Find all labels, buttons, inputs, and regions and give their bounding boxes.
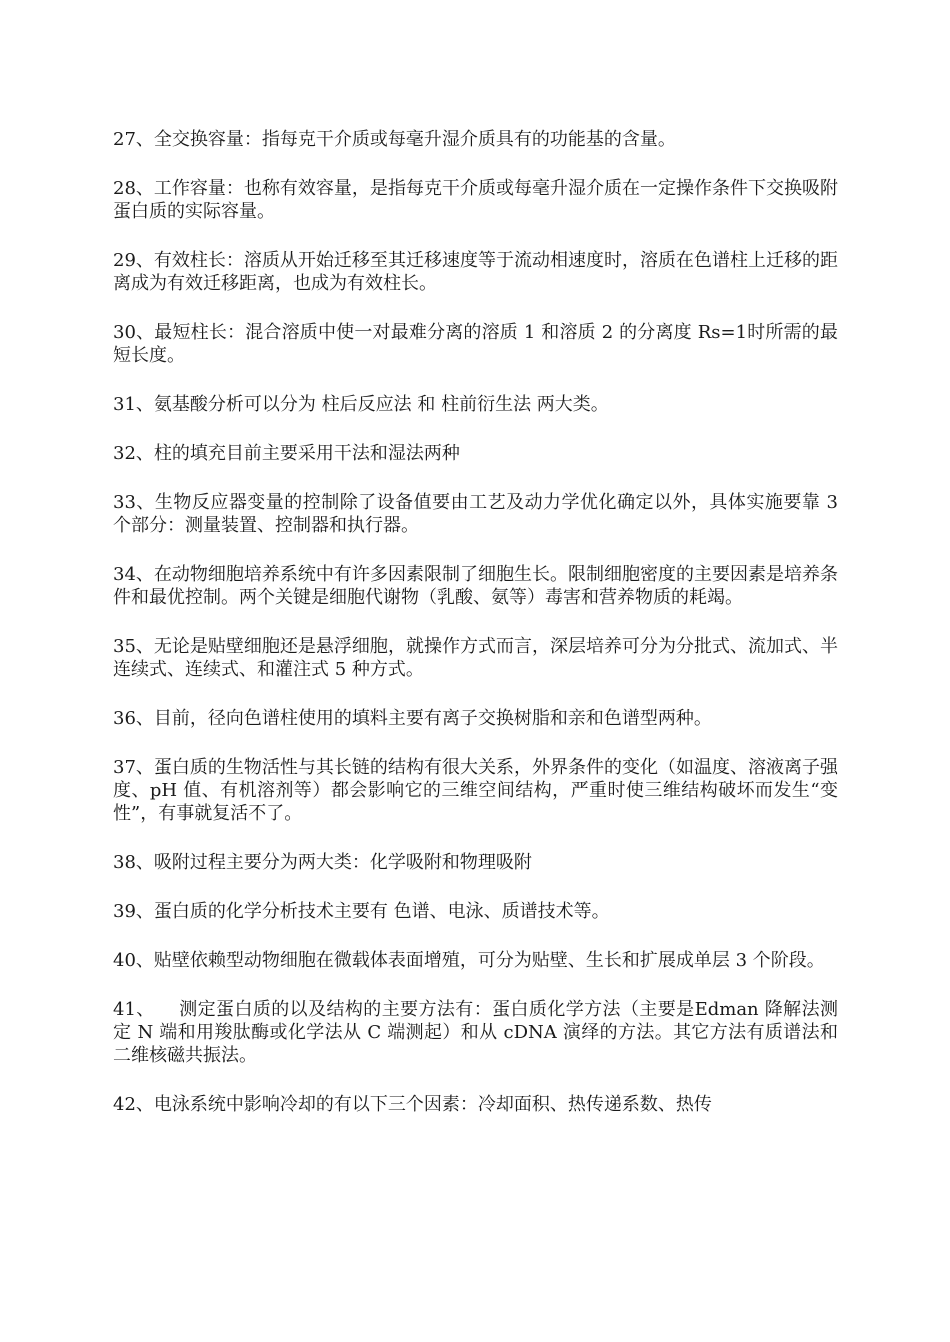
list-item: 34、在动物细胞培养系统中有许多因素限制了细胞生长。限制细胞密度的主要因素是培养条件和最优控制。两个关键是细胞代谢物（乳酸、氨等）毒害和营养物质的耗竭。 [113, 564, 838, 608]
list-item: 27、全交换容量：指每克干介质或每毫升湿介质具有的功能基的含量。 [113, 129, 676, 150]
list-item: 31、氨基酸分析可以分为 柱后反应法 和 柱前衍生法 两大类。 [113, 394, 609, 415]
list-item: 36、目前，径向色谱柱使用的填料主要有离子交换树脂和亲和色谱型两种。 [113, 708, 712, 729]
list-item: 28、工作容量：也称有效容量，是指每克干介质或每毫升湿介质在一定操作条件下交换吸附蛋白质的实际容量。 [113, 178, 838, 222]
list-item: 37、蛋白质的生物活性与其长链的结构有很大关系，外界条件的变化（如温度、溶液离子强度、pH 值、有机溶剂等）都会影响它的三维空间结构，严重时使三维结构破坏而发生“变性”，有事就复活不了。 [113, 757, 838, 824]
list-item: 29、有效柱长：溶质从开始迁移至其迁移速度等于流动相速度时，溶质在色谱柱上迁移的距离成为有效迁移距离，也成为有效柱长。 [113, 250, 838, 294]
list-item: 32、柱的填充目前主要采用干法和湿法两种 [113, 443, 460, 464]
list-item: 38、吸附过程主要分为两大类：化学吸附和物理吸附 [113, 852, 532, 873]
list-item: 30、最短柱长：混合溶质中使一对最难分离的溶质 1 和溶质 2 的分离度 Rs=1时所需的最短长度。 [113, 322, 838, 366]
document-body [113, 128, 844, 1142]
list-item: 33、生物反应器变量的控制除了设备值要由工艺及动力学优化确定以外，具体实施要靠 3 个部分：测量装置、控制器和执行器。 [113, 492, 844, 536]
list-item: 41、 测定蛋白质的以及结构的主要方法有：蛋白质化学方法（主要是Edman 降解法测定 N 端和用羧肽酶或化学法从 C 端测起）和从 cDNA 演绎的方法。其它方法有质谱法和二维核磁共振法。 [113, 999, 838, 1066]
list-item: 40、贴壁依赖型动物细胞在微载体表面增殖，可分为贴壁、生长和扩展成单层 3 个阶段。 [113, 950, 825, 971]
list-item: 42、电泳系统中影响冷却的有以下三个因素：冷却面积、热传递系数、热传 [113, 1094, 712, 1115]
list-item: 39、蛋白质的化学分析技术主要有 色谱、电泳、质谱技术等。 [113, 901, 610, 922]
list-item: 35、无论是贴壁细胞还是悬浮细胞，就操作方式而言，深层培养可分为分批式、流加式、半连续式、连续式、和灌注式 5 种方式。 [113, 636, 838, 680]
